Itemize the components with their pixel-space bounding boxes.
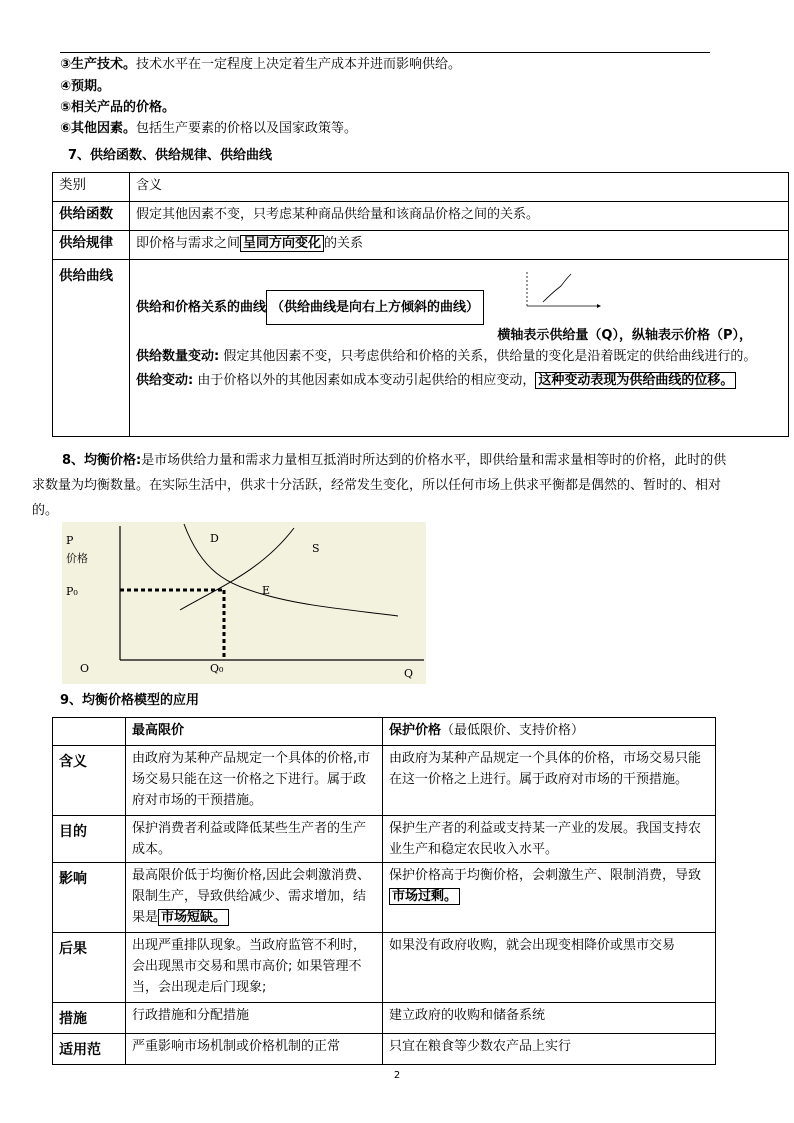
intro-line-3 xyxy=(60,56,461,74)
supply-change xyxy=(136,370,782,391)
supply-curve-mini-chart xyxy=(523,266,603,310)
row-content xyxy=(130,231,789,260)
intro-line-4 xyxy=(60,78,110,96)
section7-title: 7、供给函数、供给规律、供给曲线 xyxy=(68,148,273,163)
row-label: 供给规律 xyxy=(53,231,130,260)
text-span: 最高限价低于均衡价格,因此会刺激消费、限制生产，导致供给减少、需求增加，结果是 xyxy=(132,868,371,925)
table-row xyxy=(53,173,789,202)
row-content: 保护生产者的利益或支持某一产业的发展。我国支持农业生产和稳定农民收入水平。 xyxy=(383,816,716,863)
q-axis-label: Q xyxy=(404,667,414,680)
table-row xyxy=(53,260,789,437)
row-content: 只宜在粮食等少数农产品上实行 xyxy=(383,1034,716,1065)
row-content: 假定其他因素不变，只考虑某种商品供给量和该商品价格之间的关系。 xyxy=(130,202,789,231)
origin-label: O xyxy=(80,662,90,675)
quantity-change-text: 假定其他因素不变，只考虑供给和价格的关系，供给量的变化是沿着既定的供给曲线进行的。 xyxy=(223,349,757,364)
supply-label: S xyxy=(312,542,320,555)
p-axis-label: P xyxy=(66,534,74,547)
quantity-change-label: 供给数量变动: xyxy=(136,349,220,364)
boxed-text: 市场过剩。 xyxy=(389,888,460,905)
intro-head: ③生产技术。 xyxy=(60,57,137,72)
header-support-bold: 保护价格 xyxy=(389,723,442,738)
equilibrium-chart xyxy=(62,522,426,684)
page-number: 2 xyxy=(393,1070,401,1081)
section8-text: 是市场供给力量和需求力量相互抵消时所达到的价格水平，即供给量和需求量相等时的价格，此时的供求数量为均衡数量。在实际生活中，供求十分活跃，经常发生变化，所以任何市场上供求平衡都是偶然的、暂时的、相对的。 xyxy=(32,453,727,518)
axis-note: 横轴表示供给量（Q），纵轴表示价格（P）， xyxy=(497,328,752,343)
equilibrium-chart-svg xyxy=(62,522,426,684)
intro-head: ⑥其他因素。 xyxy=(60,121,137,136)
boxed-text: （供给曲线是向右上方倾斜的曲线） xyxy=(266,290,484,325)
intro-text: 技术水平在一定程度上决定着生产成本并进而影响供给。 xyxy=(136,57,462,72)
row-label: 含义 xyxy=(53,746,126,816)
curve-line xyxy=(136,290,782,325)
row-label: 措施 xyxy=(53,1003,126,1034)
boxed-text: 市场短缺。 xyxy=(158,909,229,926)
text-span: 供给和价格关系的曲线 xyxy=(136,300,267,315)
demand-label: D xyxy=(210,532,219,545)
row-content: 如果没有政府收购，就会出现变相降价或黑市交易 xyxy=(383,933,716,1003)
table-row xyxy=(53,718,716,746)
boxed-text: 呈同方向变化 xyxy=(240,235,324,252)
header-support-price xyxy=(383,718,716,746)
price-model-table xyxy=(52,717,716,1065)
header-category: 类别 xyxy=(53,173,130,202)
intro-head: ⑤相关产品的价格。 xyxy=(60,100,176,115)
table-row xyxy=(53,816,716,863)
table-row xyxy=(53,746,716,816)
header-rule xyxy=(60,52,710,53)
intro-text: 包括生产要素的价格以及国家政策等。 xyxy=(136,121,358,136)
supply-change-label: 供给变动: xyxy=(136,373,194,388)
row-content xyxy=(126,863,383,933)
supply-change-text: 由于价格以外的其他因素如成本变动引起供给的相应变动， xyxy=(197,373,536,388)
row-content: 保护消费者利益或降低某些生产者的生产成本。 xyxy=(126,816,383,863)
header-support-rest: （最低限价、支持价格） xyxy=(441,723,585,738)
intro-line-5 xyxy=(60,99,175,117)
row-content: 由政府为某种产品规定一个具体的价格,市场交易只能在这一价格之下进行。属于政府对市场的干预措施。 xyxy=(126,746,383,816)
text-span: 保护价格高于均衡价格，会刺激生产、限制消费，导致 xyxy=(389,868,702,883)
q0-label: Q₀ xyxy=(210,662,224,675)
header-empty xyxy=(53,718,126,746)
equilibrium-label: E xyxy=(262,584,271,597)
row-content: 严重影响市场机制或价格机制的正常 xyxy=(126,1034,383,1065)
row-label: 供给函数 xyxy=(53,202,130,231)
text-span: 即价格与需求之间 xyxy=(136,236,241,251)
table-row xyxy=(53,933,716,1003)
table-row xyxy=(53,1003,716,1034)
row-content xyxy=(130,260,789,437)
table-row xyxy=(53,1034,716,1065)
mini-x-arrow xyxy=(597,304,601,308)
p0-label: P₀ xyxy=(66,585,78,598)
intro-line-6 xyxy=(60,120,357,138)
supply-table xyxy=(52,172,789,437)
row-content: 行政措施和分配措施 xyxy=(126,1003,383,1034)
boxed-text: 这种变动表现为供给曲线的位移。 xyxy=(535,372,736,389)
row-label: 目的 xyxy=(53,816,126,863)
row-label: 后果 xyxy=(53,933,126,1003)
row-label: 影响 xyxy=(53,863,126,933)
row-content: 出现严重排队现象。当政府监管不利时，会出现黑市交易和黑市高价; 如果管理不当，会出现走后门现象; xyxy=(126,933,383,1003)
row-label: 适用范 xyxy=(53,1034,126,1065)
section9-title: 9、均衡价格模型的应用 xyxy=(60,693,200,708)
price-axis-label: 价格 xyxy=(66,552,88,565)
table-row xyxy=(53,231,789,260)
quantity-change xyxy=(136,346,782,367)
table-row xyxy=(53,863,716,933)
row-label: 供给曲线 xyxy=(53,260,130,437)
row-content: 由政府为某种产品规定一个具体的价格，市场交易只能在这一价格之上进行。属于政府对市场的干预措施。 xyxy=(383,746,716,816)
section8-label: 8、均衡价格: xyxy=(62,453,142,468)
table-row xyxy=(53,202,789,231)
row-content xyxy=(383,863,716,933)
section8-paragraph xyxy=(32,448,732,523)
intro-head: ④预期。 xyxy=(60,79,111,94)
row-content: 建立政府的收购和储备系统 xyxy=(383,1003,716,1034)
text-span: 的关系 xyxy=(324,236,364,251)
header-max-price: 最高限价 xyxy=(126,718,383,746)
mini-supply-curve xyxy=(543,274,571,302)
header-meaning: 含义 xyxy=(130,173,789,202)
